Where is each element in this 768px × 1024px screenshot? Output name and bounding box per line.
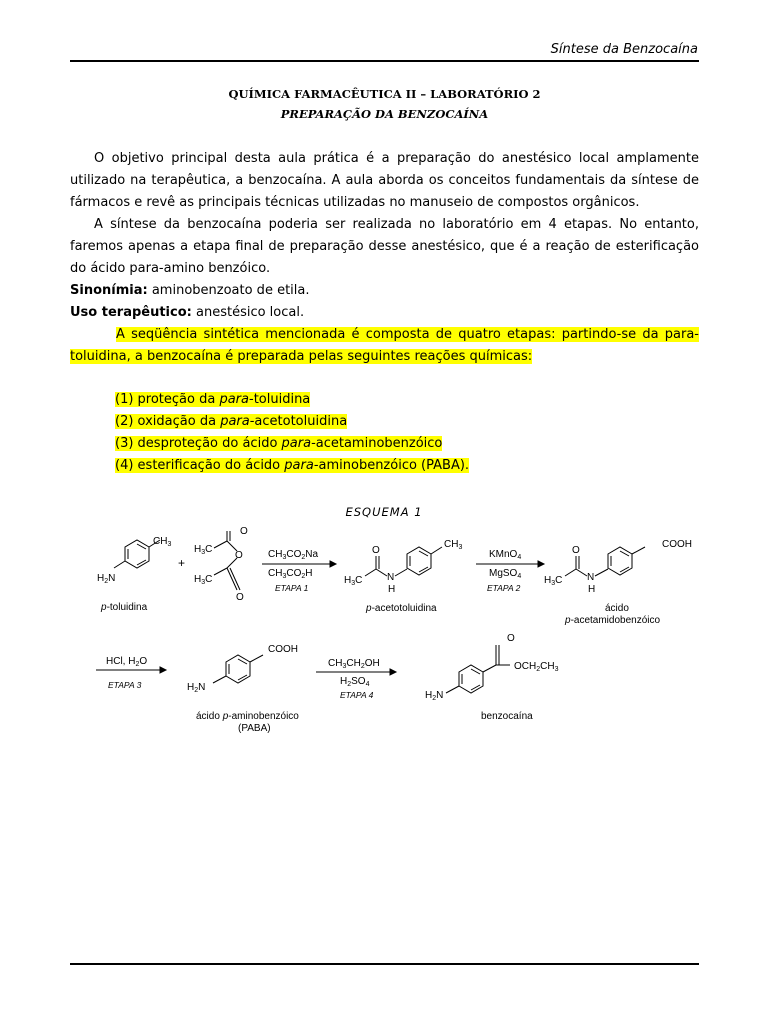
- etapa4-label: ETAPA 4: [340, 690, 374, 700]
- label-paba-name: ácido p-aminobenzóico: [196, 711, 299, 722]
- highlighted-sequence-text: A seqüência sintética mencionada é composta de quatro etapas: partindo-se da para-toluidina, a benzocaína é preparada pelas seguintes reações químicas:: [70, 327, 699, 364]
- svg-text:H: H: [388, 584, 396, 595]
- svg-text:MgSO4: MgSO$_4$: [489, 568, 522, 580]
- svg-text:COOH: COOH: [268, 644, 298, 655]
- etapa3-label: ETAPA 3: [108, 680, 142, 690]
- plus-sign: +: [178, 556, 186, 570]
- step-item: (1) proteção da para-toluidina: [115, 392, 311, 407]
- label-benzocaina: benzocaína: [481, 711, 533, 722]
- therapeutic-use-value: anestésico local.: [191, 305, 305, 320]
- scheme-label: ESQUEMA 1: [345, 505, 423, 519]
- svg-text:O: O: [507, 633, 515, 644]
- synonym-label: Sinonímia:: [70, 283, 148, 298]
- paragraph-synthesis: A síntese da benzocaína poderia ser realizada no laboratório em 4 etapas. No entanto, faremos apenas a etapa final de preparação desse anestésico, que é a reação de esterificação do ácido para-amino benzóico.: [70, 217, 699, 276]
- etapa2-label: ETAPA 2: [487, 583, 521, 593]
- svg-text:O: O: [572, 545, 580, 556]
- svg-text:CH3CO2Na: $CH_3CO_2Na$: [268, 549, 319, 561]
- svg-text:CH3: $CH_3$: [153, 536, 172, 548]
- label-paba: (PABA): [238, 723, 271, 734]
- step-item: (2) oxidação da para-acetotoluidina: [115, 414, 348, 429]
- svg-text:COOH: COOH: [662, 539, 692, 550]
- reaction-scheme: [0, 515, 768, 745]
- svg-text:H3C: $H_3C$: [344, 575, 363, 587]
- body-text: [70, 148, 699, 368]
- svg-text:H2N: $H_2N$: [97, 573, 116, 585]
- synonym-line: [70, 280, 699, 302]
- svg-text:H3C: $H_3C$: [194, 574, 213, 586]
- header-rule: [70, 60, 699, 62]
- svg-text:H2SO4: $H_2SO_4$: [340, 676, 370, 688]
- svg-text:N: N: [587, 572, 595, 583]
- svg-text:CH3CO2H: $CH_3CO_2H$: [268, 568, 313, 580]
- step-item: (3) desproteção do ácido para-acetaminobenzóico: [115, 436, 443, 451]
- svg-text:H3C: $H_3C$: [544, 575, 563, 587]
- svg-text:O: O: [240, 526, 248, 537]
- svg-text:H3C: $H_3C$: [194, 544, 213, 556]
- label-p-acetamidobenzoico: p-acetamidobenzóico: [565, 615, 661, 626]
- therapeutic-use-line: [70, 302, 699, 324]
- svg-text:N: N: [387, 572, 395, 583]
- document-subtitle: PREPARAÇÃO DA BENZOCAÍNA: [280, 107, 489, 121]
- svg-text:H2N: $H_2N$: [187, 682, 206, 694]
- running-header: Síntese da Benzocaína: [550, 42, 698, 57]
- paragraph-objective: O objetivo principal desta aula prática é a preparação do anestésico local amplamente utilizado na terapêutica, a benzocaína. A aula aborda os conceitos fundamentais da síntese de fármacos e revê as principais técnicas utilizadas no manuseio de compostos orgânicos.: [70, 151, 699, 210]
- document-title: QUÍMICA FARMACÊUTICA II – LABORATÓRIO 2: [228, 87, 541, 101]
- label-p-toluidina: p-toluidina: [101, 602, 148, 613]
- synonym-value: aminobenzoato de etila.: [147, 283, 310, 298]
- label-acido: ácido: [605, 603, 629, 614]
- svg-text:OCH2CH3: $OCH_2CH_3$: [514, 661, 559, 673]
- therapeutic-use-label: Uso terapêutico:: [70, 305, 192, 320]
- svg-text:H2N: $H_2N$: [425, 690, 444, 702]
- reaction-steps-list: [115, 389, 469, 477]
- svg-text:CH3: $CH_3$: [444, 539, 463, 551]
- label-p-acetotoluidina: p-acetotoluidina: [366, 603, 437, 614]
- svg-text:O: O: [372, 545, 380, 556]
- svg-text:O: O: [235, 550, 243, 561]
- svg-text:O: O: [236, 592, 244, 603]
- svg-text:HCl, H2O: HCl, $H_2O$: [106, 656, 148, 668]
- svg-text:CH3CH2OH: $CH_3CH_2OH$: [328, 658, 380, 670]
- paragraph-sequence: [70, 324, 699, 368]
- step-item: (4) esterificação do ácido para-aminobenzóico (PABA).: [115, 458, 470, 473]
- benzocaine-structure: [446, 645, 510, 693]
- svg-text:KMnO4: KMnO$_4$: [489, 549, 522, 561]
- etapa1-label: ETAPA 1: [275, 583, 309, 593]
- svg-text:H: H: [588, 584, 596, 595]
- footer-rule: [70, 963, 699, 965]
- paba-structure: [213, 655, 263, 683]
